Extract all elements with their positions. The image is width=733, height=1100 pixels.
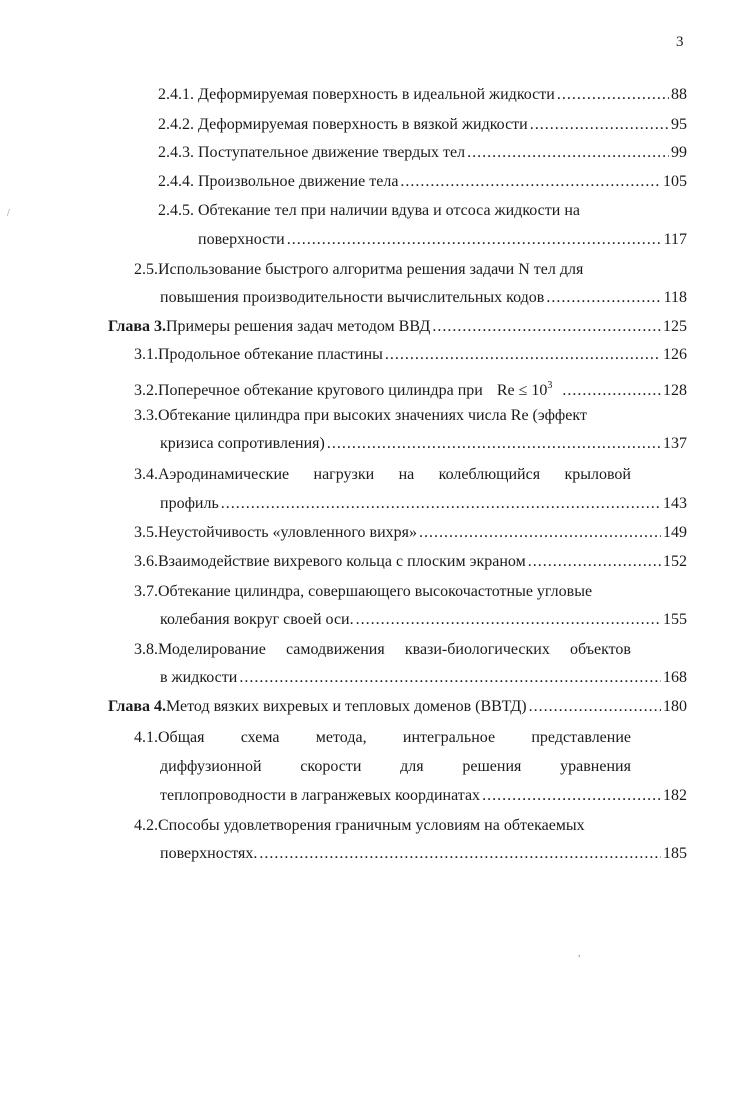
dot-leader [557, 85, 669, 105]
scan-mark: , [578, 948, 581, 959]
chapter-label: Глава 3. [108, 318, 166, 335]
scan-mark: / [7, 208, 10, 219]
word: метода, [315, 729, 367, 746]
toc-entry-page: 182 [663, 787, 687, 804]
toc-entry-page: 168 [663, 669, 687, 686]
toc-entry-4-1-line1 [134, 728, 631, 748]
toc-entry-title: 3.5.Неустойчивость «уловленного вихря» [134, 524, 418, 541]
toc-entry-page: 152 [663, 553, 687, 570]
toc-entry-3-5 [134, 523, 687, 543]
toc-entry-3-2 [134, 376, 687, 401]
toc-entry-title: 4.2.Способы удовлетворения граничным условиям на обтекаемых [134, 817, 585, 834]
toc-entry-title: 3.7.Обтекание цилиндра, совершающего высокочастотные угловые [134, 583, 593, 600]
toc-entry-page: 117 [663, 231, 687, 248]
toc-entry-title-cont: теплопроводности в лагранжевых координатах [160, 787, 481, 804]
toc-entry-title: 2.4.3. Поступательное движение твердых тел [158, 144, 466, 161]
word: представление [531, 729, 631, 746]
toc-entry-page: 155 [663, 611, 687, 628]
word: уравнения [560, 758, 631, 775]
toc-entry-title: 2.4.4. Произвольное движение тела [158, 173, 399, 190]
toc-entry-2-4-3 [158, 143, 687, 163]
chapter-title: Примеры решения задач методом ВВД [166, 318, 431, 335]
toc-entry-page: 143 [663, 495, 687, 512]
toc-entry-3-8-line2 [160, 668, 687, 688]
dot-leader [432, 317, 661, 337]
toc-entry-page: 128 [663, 382, 687, 399]
toc-entry-page: 125 [663, 318, 687, 335]
toc-entry-2-4-4 [158, 172, 687, 192]
chapter-label: Глава 4. [108, 698, 166, 715]
toc-entry-3-7-line2 [160, 610, 687, 630]
toc-entry-page: 118 [663, 289, 687, 306]
word: самодвижения [285, 641, 385, 658]
toc-entry-2-5-line2 [160, 288, 687, 308]
toc-entry-3-8-line1 [134, 640, 631, 660]
dot-leader [385, 345, 661, 365]
toc-entry-title: 3.3.Обтекание цилиндра при высоких значениях числа Re (эффект [134, 407, 587, 424]
toc-entry-title-cont: в жидкости [160, 669, 238, 686]
reynolds-formula: $Re \le 10^3$ [496, 380, 553, 399]
toc-entry-2-4-5-line2 [198, 230, 687, 250]
dot-leader [239, 668, 661, 688]
toc-entry-page: 126 [663, 346, 687, 363]
toc-entry-title-cont: кризиса сопротивления) [160, 435, 325, 452]
dot-leader [419, 523, 661, 543]
toc-entry-page: 149 [663, 524, 687, 541]
dot-leader [327, 434, 661, 454]
toc-entry-title-cont: профиль [160, 495, 219, 512]
toc-entry-3-3-line2 [160, 434, 687, 454]
toc-entry-3-7-line1 [134, 582, 687, 602]
toc-entry-3-3-line1 [134, 406, 687, 426]
toc-entry-title: 3.1.Продольное обтекание пластины [134, 346, 383, 363]
toc-entry-4-2-line1 [134, 816, 687, 836]
toc-entry-2-4-5-line1 [158, 201, 687, 221]
toc-entry-title: 2.4.1. Деформируемая поверхность в идеальной жидкости [158, 86, 555, 103]
toc-entry-title-cont: колебания вокруг своей оси. [160, 611, 354, 628]
toc-entry-page: 137 [663, 435, 687, 452]
word: нагрузки [313, 466, 375, 483]
word: скорости [300, 758, 362, 775]
word: крыловой [564, 466, 631, 483]
page-number: 3 [676, 34, 684, 50]
toc-entry-2-5-line1 [134, 260, 687, 280]
toc-entry-4-1-line3 [160, 786, 687, 806]
dot-leader [529, 697, 661, 717]
dot-leader [546, 288, 661, 308]
toc-entry-title: 2.4.5. Обтекание тел при наличии вдува и отсоса жидкости на [158, 202, 580, 219]
word: решения [462, 758, 522, 775]
word: объектов [569, 641, 631, 658]
toc-entry-title: 2.4.2. Деформируемая поверхность в вязкой жидкости [158, 116, 528, 133]
word: 4.1.Общая [134, 729, 205, 746]
toc-entry-title: 2.5.Использование быстрого алгоритма решения задачи N тел для [134, 261, 584, 278]
dot-leader [530, 115, 669, 135]
toc-entry-4-1-line2 [160, 757, 631, 777]
word: для [400, 758, 424, 775]
word: 3.4.Аэродинамические [134, 466, 290, 483]
word: диффузионной [160, 758, 262, 775]
dot-leader [562, 381, 661, 401]
dot-leader [482, 786, 661, 806]
word: 3.8.Моделирование [134, 641, 266, 658]
toc-entry-4-2-line2 [160, 844, 687, 864]
word: на [398, 466, 415, 483]
toc-entry-title: 3.6.Взаимодействие вихревого кольца с плоским экраном [134, 553, 526, 570]
dot-leader [467, 143, 669, 163]
chapter-title: Метод вязких вихревых и тепловых доменов (ВВТД) [166, 698, 527, 715]
toc-entry-page: 99 [671, 144, 687, 161]
toc-entry-3-6 [134, 552, 687, 572]
word: квази-биологических [404, 641, 550, 658]
dot-leader [528, 552, 661, 572]
dot-leader [356, 610, 661, 630]
toc-entry-2-4-1 [158, 85, 687, 105]
word: схема [240, 729, 280, 746]
word: колеблющийся [438, 466, 541, 483]
dot-leader [400, 172, 661, 192]
dot-leader [287, 230, 662, 250]
toc-entry-page: 185 [663, 845, 687, 862]
toc-entry-title-cont: повышения производительности вычислительных кодов [160, 289, 545, 306]
toc-chapter-3 [108, 317, 687, 337]
toc-entry-page: 105 [663, 173, 687, 190]
toc-entry-page: 180 [663, 698, 687, 715]
word: интегральное [402, 729, 496, 746]
toc-entry-3-1 [134, 345, 687, 365]
toc-entry-3-4-line2 [160, 494, 687, 514]
toc-entry-page: 95 [671, 116, 687, 133]
toc-entry-3-4-line1 [134, 465, 631, 485]
dot-leader [221, 494, 661, 514]
toc-entry-title: 3.2.Поперечное обтекание кругового цилиндра при [134, 382, 483, 399]
toc-chapter-4 [108, 697, 687, 717]
toc-entry-2-4-2 [158, 115, 687, 135]
toc-entry-title-cont: поверхности [198, 231, 285, 248]
toc-entry-title-cont: поверхностях. [160, 845, 258, 862]
toc-entry-page: 88 [671, 86, 687, 103]
dot-leader [259, 844, 661, 864]
